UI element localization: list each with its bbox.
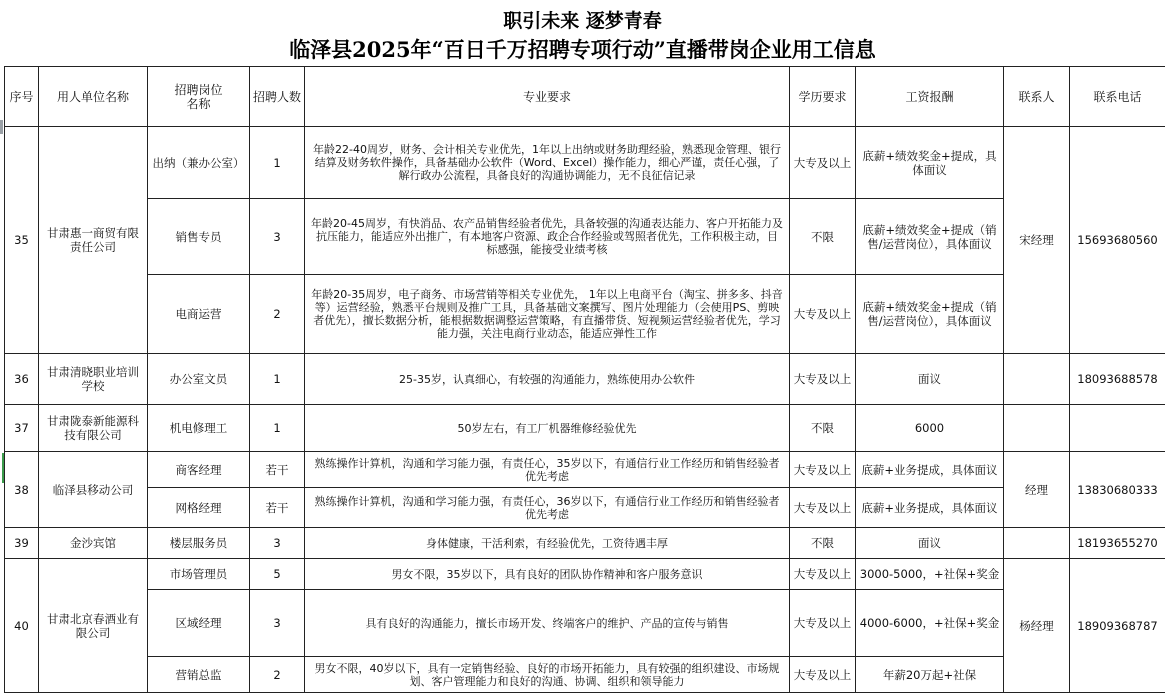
header-education[interactable]: 学历要求 (790, 67, 856, 127)
cell-phone[interactable]: 18909368787 (1070, 559, 1165, 693)
cell-count[interactable]: 若干 (250, 488, 305, 528)
cell-company[interactable]: 甘肃北京春酒业有限公司 (39, 559, 148, 693)
cell-salary[interactable]: 3000-5000，+社保+奖金 (856, 559, 1004, 590)
cell-index[interactable]: 39 (5, 528, 39, 559)
cell-phone[interactable]: 18193655270 (1070, 528, 1165, 559)
cell-position[interactable]: 网格经理 (148, 488, 250, 528)
cell-contact[interactable] (1004, 528, 1070, 559)
cell-requirements[interactable]: 年龄20-45周岁，有快消品、农产品销售经验者优先，具备较强的沟通表达能力、客户开拓能力及抗压能力，能适应外出推广，有本地客户资源、政企合作经验或驾照者优先，工作积极主动，目标感强，能接受业绩考核 (305, 199, 790, 275)
cell-position[interactable]: 市场管理员 (148, 559, 250, 590)
cell-count[interactable]: 2 (250, 275, 305, 354)
cell-position[interactable]: 电商运营 (148, 275, 250, 354)
cell-position[interactable]: 商客经理 (148, 452, 250, 488)
cell-salary[interactable]: 底薪+业务提成，具体面议 (856, 488, 1004, 528)
header-row (5, 67, 1165, 127)
cell-requirements[interactable]: 年龄22-40周岁，财务、会计相关专业优先，1年以上出纳或财务助理经验，熟悉现金管理、银行结算及财务软件操作，具备基础办公软件（Word、Excel）操作能力，细心严谨，责任心强，了解行政办公流程，具备良好的沟通协调能力，无不良征信记录 (305, 127, 790, 199)
cell-education[interactable]: 大专及以上 (790, 127, 856, 199)
table-row (5, 452, 1165, 488)
cell-position[interactable]: 销售专员 (148, 199, 250, 275)
cell-salary[interactable]: 底薪+绩效奖金+提成，具体面议 (856, 127, 1004, 199)
cell-index[interactable]: 38 (5, 452, 39, 528)
cell-requirements[interactable]: 男女不限，35岁以下，具有良好的团队协作精神和客户服务意识 (305, 559, 790, 590)
table-row (5, 405, 1165, 452)
cell-index[interactable]: 36 (5, 354, 39, 405)
table-row (5, 275, 1165, 354)
cell-index[interactable]: 35 (5, 127, 39, 354)
cell-company[interactable]: 甘肃清晓职业培训学校 (39, 354, 148, 405)
cell-education[interactable]: 不限 (790, 405, 856, 452)
cell-contact[interactable] (1004, 354, 1070, 405)
recruitment-table (4, 66, 1165, 693)
cell-education[interactable]: 大专及以上 (790, 275, 856, 354)
cell-position[interactable]: 机电修理工 (148, 405, 250, 452)
header-phone[interactable]: 联系电话 (1070, 67, 1165, 127)
row-marker (0, 120, 3, 134)
cell-count[interactable]: 5 (250, 559, 305, 590)
header-contact[interactable]: 联系人 (1004, 67, 1070, 127)
cell-salary[interactable]: 6000 (856, 405, 1004, 452)
header-index[interactable]: 序号 (5, 67, 39, 127)
cell-count[interactable]: 2 (250, 657, 305, 693)
cell-position[interactable]: 区域经理 (148, 590, 250, 657)
header-position-text: 招聘岗位名称 (173, 83, 223, 111)
cell-contact[interactable]: 杨经理 (1004, 559, 1070, 693)
cell-salary[interactable]: 面议 (856, 528, 1004, 559)
cell-requirements[interactable]: 年龄20-35周岁，电子商务、市场营销等相关专业优先， 1年以上电商平台（淘宝、拼多多、抖音等）运营经验，熟悉平台规则及推广工具，具备基础文案撰写、图片处理能力（会使用PS、剪映者优先），擅长数据分析，能根据数据调整运营策略，有直播带货、短视频运营经验者优先，学习能力强，关注电商行业动态，能适应弹性工作 (305, 275, 790, 354)
table-row (5, 657, 1165, 693)
cell-company[interactable]: 金沙宾馆 (39, 528, 148, 559)
cell-contact[interactable]: 宋经理 (1004, 127, 1070, 354)
cell-education[interactable]: 大专及以上 (790, 559, 856, 590)
cell-requirements[interactable]: 熟练操作计算机，沟通和学习能力强，有责任心，36岁以下，有通信行业工作经历和销售经验者优先考虑 (305, 488, 790, 528)
cell-phone[interactable] (1070, 405, 1165, 452)
cell-position[interactable]: 楼层服务员 (148, 528, 250, 559)
cell-salary[interactable]: 4000-6000，+社保+奖金 (856, 590, 1004, 657)
cell-count[interactable]: 3 (250, 590, 305, 657)
cell-company[interactable]: 临泽县移动公司 (39, 452, 148, 528)
cell-education[interactable]: 大专及以上 (790, 590, 856, 657)
cell-phone[interactable]: 18093688578 (1070, 354, 1165, 405)
header-salary[interactable]: 工资报酬 (856, 67, 1004, 127)
cell-count[interactable]: 3 (250, 199, 305, 275)
table-row (5, 559, 1165, 590)
cell-requirements[interactable]: 50岁左右，有工厂机器维修经验优先 (305, 405, 790, 452)
page-title-line2: 临泽县2025年“百日千万招聘专项行动”直播带岗企业用工信息 (0, 34, 1165, 64)
header-position[interactable] (148, 67, 250, 127)
cell-index[interactable]: 40 (5, 559, 39, 693)
cell-salary[interactable]: 底薪+绩效奖金+提成（销售/运营岗位），具体面议 (856, 199, 1004, 275)
cell-company[interactable]: 甘肃陇泰新能源科技有限公司 (39, 405, 148, 452)
cell-education[interactable]: 大专及以上 (790, 488, 856, 528)
cell-position[interactable]: 出纳（兼办公室） (148, 127, 250, 199)
table-row (5, 590, 1165, 657)
cell-position[interactable]: 营销总监 (148, 657, 250, 693)
cell-requirements[interactable]: 25-35岁，认真细心，有较强的沟通能力，熟练使用办公软件 (305, 354, 790, 405)
header-requirements[interactable]: 专业要求 (305, 67, 790, 127)
cell-index[interactable]: 37 (5, 405, 39, 452)
cell-company[interactable]: 甘肃惠一商贸有限责任公司 (39, 127, 148, 354)
cell-education[interactable]: 大专及以上 (790, 657, 856, 693)
cell-requirements[interactable]: 身体健康，干活利索，有经验优先，工资待遇丰厚 (305, 528, 790, 559)
cell-requirements[interactable]: 熟练操作计算机，沟通和学习能力强，有责任心，35岁以下，有通信行业工作经历和销售经验者优先考虑 (305, 452, 790, 488)
header-count[interactable]: 招聘人数 (250, 67, 305, 127)
table-row (5, 354, 1165, 405)
cell-phone[interactable]: 15693680560 (1070, 127, 1165, 354)
cell-education[interactable]: 不限 (790, 199, 856, 275)
cell-salary[interactable]: 年薪20万起+社保 (856, 657, 1004, 693)
cell-count[interactable]: 若干 (250, 452, 305, 488)
header-company[interactable]: 用人单位名称 (39, 67, 148, 127)
cell-requirements[interactable]: 男女不限，40岁以下，具有一定销售经验、良好的市场开拓能力，具有较强的组织建设、市场规划、客户管理能力和良好的沟通、协调、组织和领导能力 (305, 657, 790, 693)
table-row (5, 199, 1165, 275)
cell-count[interactable]: 1 (250, 405, 305, 452)
cell-count[interactable]: 1 (250, 354, 305, 405)
cell-education[interactable]: 不限 (790, 528, 856, 559)
table-row (5, 488, 1165, 528)
cell-phone[interactable]: 13830680333 (1070, 452, 1165, 528)
cell-education[interactable]: 大专及以上 (790, 354, 856, 405)
page-title-line1: 职引未来 逐梦青春 (0, 6, 1165, 33)
table-row (5, 127, 1165, 199)
cell-contact[interactable]: 经理 (1004, 452, 1070, 528)
cell-count[interactable]: 1 (250, 127, 305, 199)
table-row (5, 528, 1165, 559)
cell-requirements[interactable]: 具有良好的沟通能力，擅长市场开发、终端客户的维护、产品的宣传与销售 (305, 590, 790, 657)
cell-count[interactable]: 3 (250, 528, 305, 559)
cell-salary[interactable]: 底薪+业务提成，具体面议 (856, 452, 1004, 488)
cell-contact[interactable] (1004, 405, 1070, 452)
cell-education[interactable]: 大专及以上 (790, 452, 856, 488)
cell-position[interactable]: 办公室文员 (148, 354, 250, 405)
cell-salary[interactable]: 面议 (856, 354, 1004, 405)
cell-salary[interactable]: 底薪+绩效奖金+提成（销售/运营岗位），具体面议 (856, 275, 1004, 354)
